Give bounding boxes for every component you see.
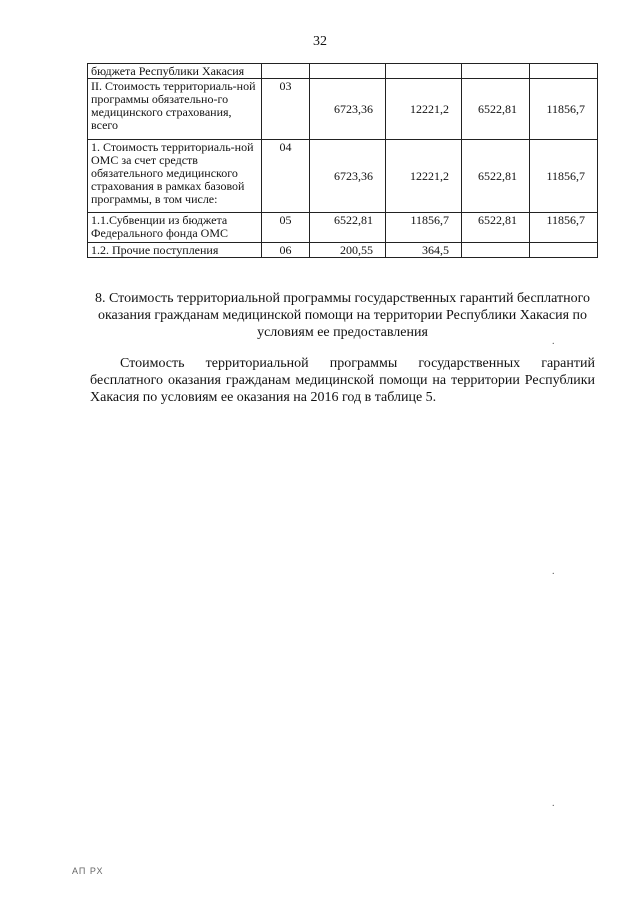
scan-speck: . — [552, 798, 555, 809]
row-value-2: 12221,2 — [386, 140, 462, 213]
row-value-2: 11856,7 — [386, 213, 462, 243]
section-paragraph: Стоимость территориальной программы государственных гарантий бесплатного оказания гражданам медицинской помощи на территории Республики Хакасия по условиям ее оказания на 2016 год в таблице 5. — [90, 356, 595, 405]
row-value-3 — [462, 64, 530, 79]
row-label: 1. Стоимость территориаль-ной ОМС за счет средств обязательного медицинского страхования в рамках базовой программы, в том числе: — [88, 140, 262, 213]
row-value-2: 12221,2 — [386, 79, 462, 140]
row-value-4: 11856,7 — [530, 213, 598, 243]
row-code: 03 — [262, 79, 310, 140]
row-value-2 — [386, 64, 462, 79]
cost-table — [87, 63, 598, 258]
row-value-1: 6723,36 — [310, 140, 386, 213]
row-code: 04 — [262, 140, 310, 213]
row-value-3: 6522,81 — [462, 79, 530, 140]
row-value-1: 200,55 — [310, 243, 386, 258]
row-value-4 — [530, 64, 598, 79]
row-value-4 — [530, 243, 598, 258]
section-heading: 8. Стоимость территориальной программы государственных гарантий бесплатного оказания гражданам медицинской помощи на территории Республики Хакасия по условиям ее предоставления — [94, 291, 591, 340]
scan-speck: . — [552, 566, 555, 577]
table-row — [88, 79, 598, 140]
row-value-1: 6723,36 — [310, 79, 386, 140]
row-label: 1.1.Субвенции из бюджета Федерального фонда ОМС — [88, 213, 262, 243]
row-label: 1.2. Прочие поступления — [88, 243, 262, 258]
table-row — [88, 140, 598, 213]
row-code: 05 — [262, 213, 310, 243]
row-value-4: 11856,7 — [530, 79, 598, 140]
row-value-3: 6522,81 — [462, 213, 530, 243]
row-label: бюджета Республики Хакасия — [88, 64, 262, 79]
row-code: 06 — [262, 243, 310, 258]
row-code — [262, 64, 310, 79]
archive-stamp: АП РХ — [72, 866, 104, 876]
row-label: II. Стоимость территориаль-ной программы обязательно-го медицинского страхования, всего — [88, 79, 262, 140]
row-value-1: 6522,81 — [310, 213, 386, 243]
row-value-3 — [462, 243, 530, 258]
row-value-3: 6522,81 — [462, 140, 530, 213]
table-row — [88, 64, 598, 79]
table-row — [88, 243, 598, 258]
scan-speck: . — [552, 336, 555, 347]
row-value-4: 11856,7 — [530, 140, 598, 213]
page-number: 32 — [313, 34, 327, 49]
table-row — [88, 213, 598, 243]
row-value-2: 364,5 — [386, 243, 462, 258]
row-value-1 — [310, 64, 386, 79]
